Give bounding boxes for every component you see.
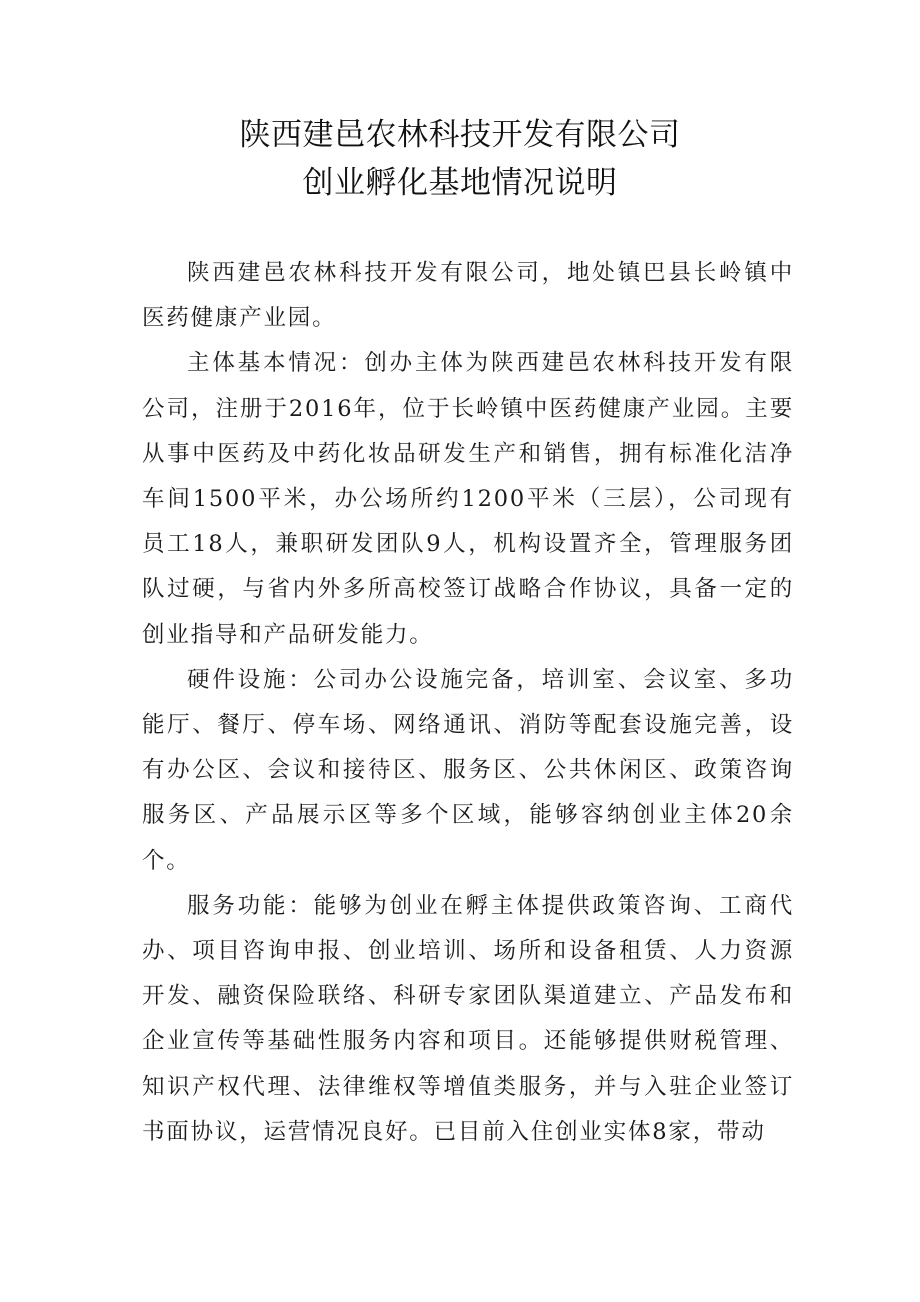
- document-title-line-2: 创业孵化基地情况说明: [302, 165, 618, 201]
- document-body: [142, 251, 794, 1155]
- paragraph-location: 陕西建邑农林科技开发有限公司，地处镇巴县长岭镇中医药健康产业园。: [142, 260, 794, 332]
- paragraph-services: 服务功能：能够为创业在孵主体提供政策咨询、工商代办、项目咨询申报、创业培训、场所和设备租赁、人力资源开发、融资保险联络、科研专家团队渠道建立、产品发布和企业宣传等基础性服务内容和项目。还能够提供财税管理、知识产权代理、法律维权等增值类服务，并与入驻企业签订书面协议，运营情况良好。已目前入住创业实体8家，带动: [142, 892, 794, 1145]
- paragraph-facilities: 硬件设施：公司办公设施完备，培训室、会议室、多功能厅、餐厅、停车场、网络通讯、消防等配套设施完善，设有办公区、会议和接待区、服务区、公共休闲区、政策咨询服务区、产品展示区等多个区域，能够容纳创业主体20余个。: [142, 666, 794, 874]
- document-title-line-1: 陕西建邑农林科技开发有限公司: [239, 117, 681, 153]
- paragraph-basic-info: 主体基本情况：创办主体为陕西建邑农林科技开发有限公司，注册于2016年，位于长岭镇中医药健康产业园。主要从事中医药及中药化妆品研发生产和销售，拥有标准化洁净车间1500平米，办公场所约1200平米（三层），公司现有员工18人，兼职研发团队9人，机构设置齐全，管理服务团队过硬，与省内外多所高校签订战略合作协议，具备一定的创业指导和产品研发能力。: [142, 350, 794, 648]
